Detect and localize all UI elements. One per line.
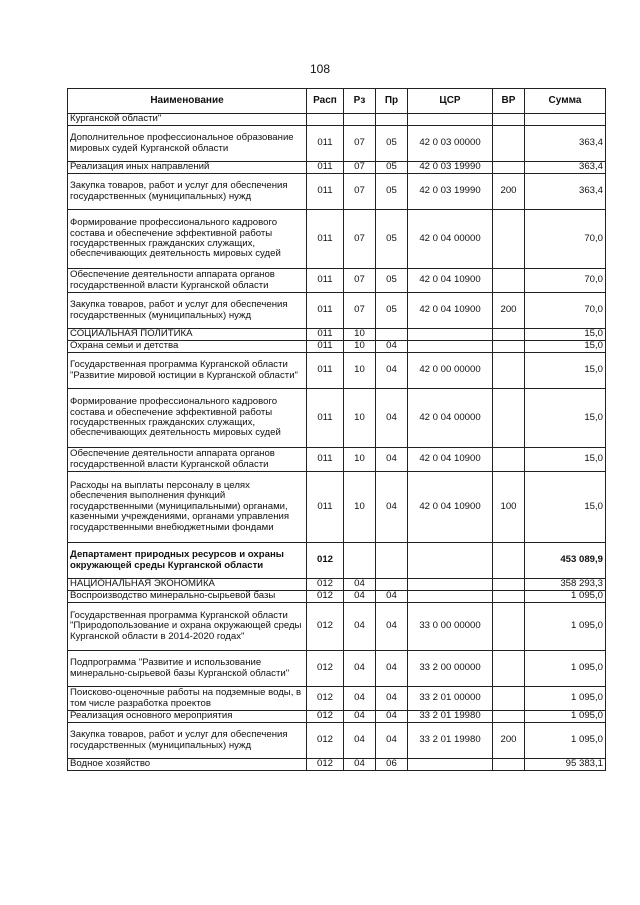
cell-rasp: 011	[307, 353, 344, 389]
table-body	[68, 114, 606, 771]
cell-csr: 33 2 00 00000	[408, 651, 493, 687]
cell-pr: 04	[376, 591, 408, 603]
cell-vr	[493, 687, 525, 711]
cell-rasp: 011	[307, 126, 344, 162]
cell-rz: 07	[344, 210, 376, 269]
cell-pr: 05	[376, 126, 408, 162]
cell-pr	[376, 543, 408, 579]
cell-rasp: 011	[307, 174, 344, 210]
cell-csr: 42 0 04 00000	[408, 389, 493, 448]
cell-rasp: 012	[307, 543, 344, 579]
cell-rasp: 011	[307, 472, 344, 543]
cell-rz: 04	[344, 591, 376, 603]
cell-csr: 33 0 00 00000	[408, 603, 493, 651]
cell-vr	[493, 329, 525, 341]
cell-rz: 04	[344, 603, 376, 651]
cell-vr	[493, 759, 525, 771]
cell-rasp: 012	[307, 591, 344, 603]
table-row	[68, 711, 606, 723]
table-row	[68, 651, 606, 687]
cell-sum: 15,0	[525, 389, 606, 448]
cell-name: Формирование профессионального кадрового состава и обеспечение эффективной работы государственных гражданских служащих, обеспечивающих деятельность мировых судей	[68, 210, 307, 269]
table-row	[68, 329, 606, 341]
cell-rasp: 012	[307, 723, 344, 759]
cell-pr: 05	[376, 293, 408, 329]
cell-pr: 04	[376, 389, 408, 448]
cell-pr: 04	[376, 472, 408, 543]
cell-sum: 1 095,0	[525, 651, 606, 687]
cell-vr	[493, 162, 525, 174]
cell-rz: 04	[344, 651, 376, 687]
table-row	[68, 543, 606, 579]
cell-rz: 04	[344, 687, 376, 711]
cell-csr: 33 2 01 19980	[408, 711, 493, 723]
cell-vr: 200	[493, 293, 525, 329]
cell-csr	[408, 543, 493, 579]
cell-sum: 1 095,0	[525, 723, 606, 759]
cell-csr	[408, 114, 493, 126]
cell-csr: 42 0 04 10900	[408, 472, 493, 543]
header-vr: ВР	[493, 89, 525, 114]
cell-vr	[493, 448, 525, 472]
cell-vr	[493, 353, 525, 389]
cell-name: Реализация основного мероприятия	[68, 711, 307, 723]
cell-rz: 07	[344, 174, 376, 210]
cell-pr: 04	[376, 651, 408, 687]
cell-csr: 42 0 04 10900	[408, 269, 493, 293]
cell-pr: 05	[376, 162, 408, 174]
table-row	[68, 293, 606, 329]
cell-name: Закупка товаров, работ и услуг для обеспечения государственных (муниципальных) нужд	[68, 174, 307, 210]
cell-sum: 1 095,0	[525, 711, 606, 723]
cell-vr: 200	[493, 174, 525, 210]
cell-pr: 04	[376, 711, 408, 723]
cell-pr: 04	[376, 448, 408, 472]
cell-rz: 04	[344, 759, 376, 771]
cell-rasp: 011	[307, 329, 344, 341]
cell-sum: 1 095,0	[525, 603, 606, 651]
cell-csr: 42 0 04 10900	[408, 448, 493, 472]
cell-rz	[344, 543, 376, 579]
cell-rasp: 012	[307, 711, 344, 723]
cell-sum: 15,0	[525, 448, 606, 472]
cell-vr	[493, 591, 525, 603]
cell-vr	[493, 651, 525, 687]
cell-name: Реализация иных направлений	[68, 162, 307, 174]
table-row	[68, 472, 606, 543]
cell-pr: 04	[376, 603, 408, 651]
cell-csr: 42 0 04 10900	[408, 293, 493, 329]
cell-sum: 70,0	[525, 269, 606, 293]
cell-rasp: 011	[307, 389, 344, 448]
header-sum: Сумма	[525, 89, 606, 114]
cell-rz: 10	[344, 389, 376, 448]
cell-name: Водное хозяйство	[68, 759, 307, 771]
cell-vr	[493, 126, 525, 162]
cell-name: Охрана семьи и детства	[68, 341, 307, 353]
cell-name: Закупка товаров, работ и услуг для обеспечения государственных (муниципальных) нужд	[68, 293, 307, 329]
cell-rasp: 011	[307, 162, 344, 174]
cell-name: Обеспечение деятельности аппарата органов государственной власти Курганской области	[68, 269, 307, 293]
cell-rasp: 011	[307, 269, 344, 293]
cell-csr: 42 0 03 19990	[408, 162, 493, 174]
cell-rasp: 011	[307, 210, 344, 269]
cell-name: НАЦИОНАЛЬНАЯ ЭКОНОМИКА	[68, 579, 307, 591]
cell-pr: 05	[376, 269, 408, 293]
cell-rz: 10	[344, 448, 376, 472]
cell-sum: 358 293,3	[525, 579, 606, 591]
cell-pr	[376, 579, 408, 591]
page-number: 108	[309, 62, 331, 76]
cell-csr	[408, 329, 493, 341]
cell-name: Обеспечение деятельности аппарата органов государственной власти Курганской области	[68, 448, 307, 472]
cell-name: Подпрограмма "Развитие и использование минерально-сырьевой базы Курганской области"	[68, 651, 307, 687]
cell-sum: 363,4	[525, 126, 606, 162]
cell-rz: 04	[344, 579, 376, 591]
table-row	[68, 353, 606, 389]
table-row	[68, 341, 606, 353]
cell-sum: 15,0	[525, 329, 606, 341]
cell-sum: 15,0	[525, 341, 606, 353]
cell-vr: 100	[493, 472, 525, 543]
cell-rasp	[307, 114, 344, 126]
cell-pr: 04	[376, 723, 408, 759]
cell-sum: 363,4	[525, 162, 606, 174]
cell-rasp: 011	[307, 293, 344, 329]
cell-sum: 15,0	[525, 353, 606, 389]
table-row	[68, 162, 606, 174]
cell-sum: 95 383,1	[525, 759, 606, 771]
cell-csr	[408, 591, 493, 603]
header-rasp: Расп	[307, 89, 344, 114]
cell-vr	[493, 114, 525, 126]
table-row	[68, 687, 606, 711]
cell-rz: 04	[344, 711, 376, 723]
cell-vr	[493, 543, 525, 579]
cell-csr	[408, 579, 493, 591]
table-row	[68, 759, 606, 771]
table-header-row	[68, 89, 606, 114]
cell-sum: 70,0	[525, 210, 606, 269]
cell-vr	[493, 579, 525, 591]
budget-table	[67, 88, 606, 771]
cell-rasp: 012	[307, 579, 344, 591]
cell-pr	[376, 114, 408, 126]
table-row	[68, 126, 606, 162]
cell-csr: 33 2 01 19980	[408, 723, 493, 759]
table-row	[68, 114, 606, 126]
table-row	[68, 389, 606, 448]
cell-vr: 200	[493, 723, 525, 759]
cell-sum: 453 089,9	[525, 543, 606, 579]
cell-name: Воспроизводство минерально-сырьевой базы	[68, 591, 307, 603]
cell-vr	[493, 711, 525, 723]
table-row	[68, 448, 606, 472]
header-name: Наименование	[68, 89, 307, 114]
cell-csr	[408, 341, 493, 353]
cell-sum: 15,0	[525, 472, 606, 543]
cell-name: Департамент природных ресурсов и охраны окружающей среды Курганской области	[68, 543, 307, 579]
cell-rasp: 011	[307, 448, 344, 472]
table-row	[68, 603, 606, 651]
cell-rasp: 012	[307, 651, 344, 687]
table-row	[68, 269, 606, 293]
header-csr: ЦСР	[408, 89, 493, 114]
cell-csr: 33 2 01 00000	[408, 687, 493, 711]
cell-rasp: 012	[307, 759, 344, 771]
cell-pr: 06	[376, 759, 408, 771]
table-row	[68, 579, 606, 591]
cell-csr: 42 0 00 00000	[408, 353, 493, 389]
cell-rz: 10	[344, 329, 376, 341]
cell-rz: 07	[344, 293, 376, 329]
cell-rasp: 012	[307, 687, 344, 711]
cell-rasp: 012	[307, 603, 344, 651]
cell-sum: 1 095,0	[525, 591, 606, 603]
cell-pr: 05	[376, 174, 408, 210]
cell-name: Формирование профессионального кадрового состава и обеспечение эффективной работы государственных гражданских служащих, обеспечивающих деятельность мировых судей	[68, 389, 307, 448]
header-pr: Пр	[376, 89, 408, 114]
cell-rasp: 011	[307, 341, 344, 353]
cell-pr: 05	[376, 210, 408, 269]
table-row	[68, 210, 606, 269]
cell-rz: 10	[344, 472, 376, 543]
cell-name: Поисково-оценочные работы на подземные воды, в том числе разработка проектов	[68, 687, 307, 711]
cell-name: Закупка товаров, работ и услуг для обеспечения государственных (муниципальных) нужд	[68, 723, 307, 759]
cell-sum	[525, 114, 606, 126]
cell-csr: 42 0 04 00000	[408, 210, 493, 269]
cell-name: Расходы на выплаты персоналу в целях обеспечения выполнения функций государственными (муниципальными) органами, казенными учреждениями, органами управления государственными внебюджетными фондами	[68, 472, 307, 543]
cell-rz: 10	[344, 353, 376, 389]
cell-pr: 04	[376, 353, 408, 389]
cell-name: Дополнительное профессиональное образование мировых судей Курганской области	[68, 126, 307, 162]
table-row	[68, 591, 606, 603]
cell-rz: 07	[344, 162, 376, 174]
cell-vr	[493, 389, 525, 448]
cell-vr	[493, 341, 525, 353]
cell-rz: 07	[344, 126, 376, 162]
cell-vr	[493, 269, 525, 293]
cell-vr	[493, 210, 525, 269]
cell-name: СОЦИАЛЬНАЯ ПОЛИТИКА	[68, 329, 307, 341]
cell-rz: 10	[344, 341, 376, 353]
cell-pr: 04	[376, 687, 408, 711]
cell-name: Государственная программа Курганской области "Развитие мировой юстиции в Курганской области"	[68, 353, 307, 389]
cell-sum: 363,4	[525, 174, 606, 210]
table-row	[68, 723, 606, 759]
cell-rz	[344, 114, 376, 126]
table-row	[68, 174, 606, 210]
cell-csr: 42 0 03 19990	[408, 174, 493, 210]
cell-name: Курганской области"	[68, 114, 307, 126]
cell-rz: 07	[344, 269, 376, 293]
cell-rz: 04	[344, 723, 376, 759]
cell-pr: 04	[376, 341, 408, 353]
cell-csr: 42 0 03 00000	[408, 126, 493, 162]
cell-vr	[493, 603, 525, 651]
cell-name: Государственная программа Курганской области "Природопользование и охрана окружающей среды Курганской области в 2014-2020 годах"	[68, 603, 307, 651]
cell-sum: 1 095,0	[525, 687, 606, 711]
cell-sum: 70,0	[525, 293, 606, 329]
cell-csr	[408, 759, 493, 771]
cell-pr	[376, 329, 408, 341]
header-rz: Рз	[344, 89, 376, 114]
